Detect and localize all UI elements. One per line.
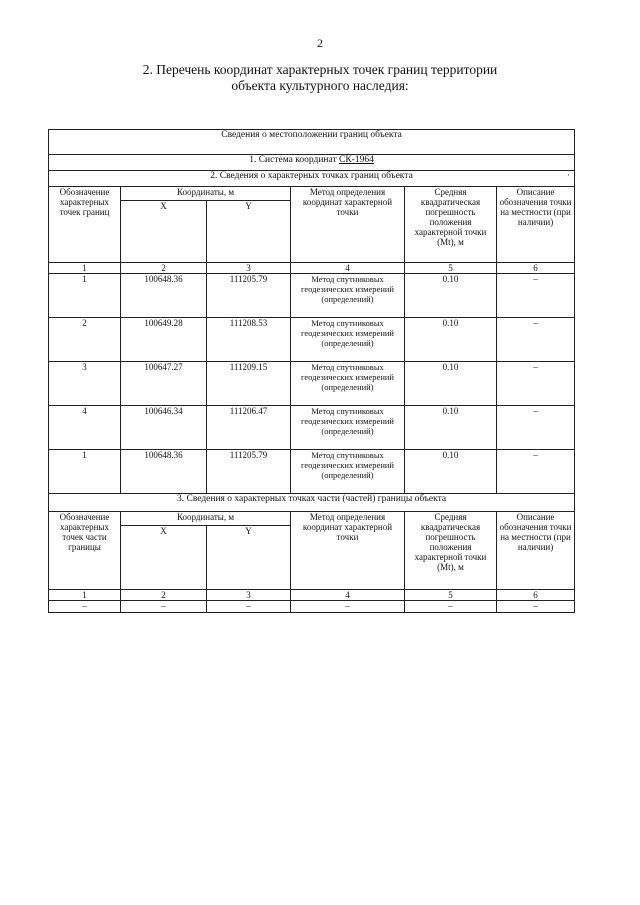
coord-system-value: СК-1964	[339, 155, 374, 165]
table-row	[49, 601, 575, 613]
error-cell: 0.10	[405, 406, 497, 450]
column-number: 5	[405, 263, 497, 274]
column-number: 2	[121, 590, 207, 601]
x-cell: 100647.27	[121, 362, 207, 406]
section2-header-x: X	[121, 201, 207, 263]
document-title	[0, 62, 640, 94]
section3-header-coords: Координаты, м	[121, 512, 291, 526]
section3-header-y: Y	[207, 526, 291, 590]
desc-cell: –	[497, 362, 575, 406]
point-cell: 2	[49, 318, 121, 362]
column-number: 3	[207, 590, 291, 601]
desc-cell: –	[497, 406, 575, 450]
method-cell: Метод спутниковых геодезических измерений (определений)	[291, 450, 405, 494]
column-number: 1	[49, 590, 121, 601]
error-cell: 0.10	[405, 274, 497, 318]
method-cell: Метод спутниковых геодезических измерений (определений)	[291, 318, 405, 362]
section2-header-error: Средняя квадратическая погрешность положения характерной точки (Mt), м	[405, 187, 497, 263]
y-cell: 111209.15	[207, 362, 291, 406]
error-cell: –	[405, 601, 497, 613]
section3-header-desc: Описание обозначения точки на местности (при наличии)	[497, 512, 575, 590]
method-cell: Метод спутниковых геодезических измерений (определений)	[291, 274, 405, 318]
section2-header-desc: Описание обозначения точки на местности (при наличии)	[497, 187, 575, 263]
section2-header-method: Метод определения координат характерной точки	[291, 187, 405, 263]
section2-column-numbers	[49, 263, 575, 274]
error-cell: 0.10	[405, 362, 497, 406]
section2-header-coords: Координаты, м	[121, 187, 291, 201]
column-number: 5	[405, 590, 497, 601]
method-cell: Метод спутниковых геодезических измерений (определений)	[291, 406, 405, 450]
point-cell: 3	[49, 362, 121, 406]
section3-column-numbers	[49, 590, 575, 601]
column-number: 6	[497, 590, 575, 601]
table-row	[49, 362, 575, 406]
method-cell: Метод спутниковых геодезических измерений (определений)	[291, 362, 405, 406]
section2-title-text: 2. Сведения о характерных точках границ объекта	[210, 171, 413, 181]
table-main-header-row	[49, 130, 575, 155]
point-cell: –	[49, 601, 121, 613]
y-cell: 111208.53	[207, 318, 291, 362]
document-title-line-2: объекта культурного наследия:	[231, 78, 409, 93]
x-cell: 100649.28	[121, 318, 207, 362]
desc-cell: –	[497, 450, 575, 494]
section2-header-point: Обозначение характерных точек границ	[49, 187, 121, 263]
y-cell: 111206.47	[207, 406, 291, 450]
error-cell: 0.10	[405, 318, 497, 362]
table-row	[49, 318, 575, 362]
section2-header-y: Y	[207, 201, 291, 263]
section3-title-row	[49, 494, 575, 512]
section3-title: 3. Сведения о характерных точках части (частей) границы объекта	[49, 494, 575, 512]
table-row	[49, 406, 575, 450]
document-title-line-1: 2. Перечень координат характерных точек границ территории	[142, 62, 498, 77]
column-number: 3	[207, 263, 291, 274]
coord-system-label: 1. Система координат	[249, 155, 340, 165]
section3-header-error: Средняя квадратическая погрешность положения характерной точки (Mt), м	[405, 512, 497, 590]
y-cell: –	[207, 601, 291, 613]
y-cell: 111205.79	[207, 274, 291, 318]
desc-cell: –	[497, 318, 575, 362]
x-cell: 100648.36	[121, 274, 207, 318]
desc-cell: –	[497, 274, 575, 318]
section2-title-row	[49, 171, 575, 187]
column-number: 2	[121, 263, 207, 274]
desc-cell: –	[497, 601, 575, 613]
x-cell: 100648.36	[121, 450, 207, 494]
section2-header-row-1	[49, 187, 575, 201]
x-cell: 100646.34	[121, 406, 207, 450]
section3-header-row-1	[49, 512, 575, 526]
section2-title	[49, 171, 575, 187]
stray-dot: ·	[566, 171, 571, 181]
section3-header-point: Обозначение характерных точек части границы	[49, 512, 121, 590]
x-cell: –	[121, 601, 207, 613]
point-cell: 1	[49, 450, 121, 494]
table-row	[49, 450, 575, 494]
column-number: 4	[291, 590, 405, 601]
column-number: 4	[291, 263, 405, 274]
method-cell: –	[291, 601, 405, 613]
y-cell: 111205.79	[207, 450, 291, 494]
page-number: 2	[317, 36, 323, 50]
point-cell: 1	[49, 274, 121, 318]
section3-header-method: Метод определения координат характерной точки	[291, 512, 405, 590]
column-number: 1	[49, 263, 121, 274]
point-cell: 4	[49, 406, 121, 450]
coord-system-cell	[49, 155, 575, 171]
coord-system-row	[49, 155, 575, 171]
column-number: 6	[497, 263, 575, 274]
table-row	[49, 274, 575, 318]
boundaries-table	[48, 129, 575, 613]
table-main-header: Сведения о местоположении границ объекта	[49, 130, 575, 155]
error-cell: 0.10	[405, 450, 497, 494]
section3-header-x: X	[121, 526, 207, 590]
